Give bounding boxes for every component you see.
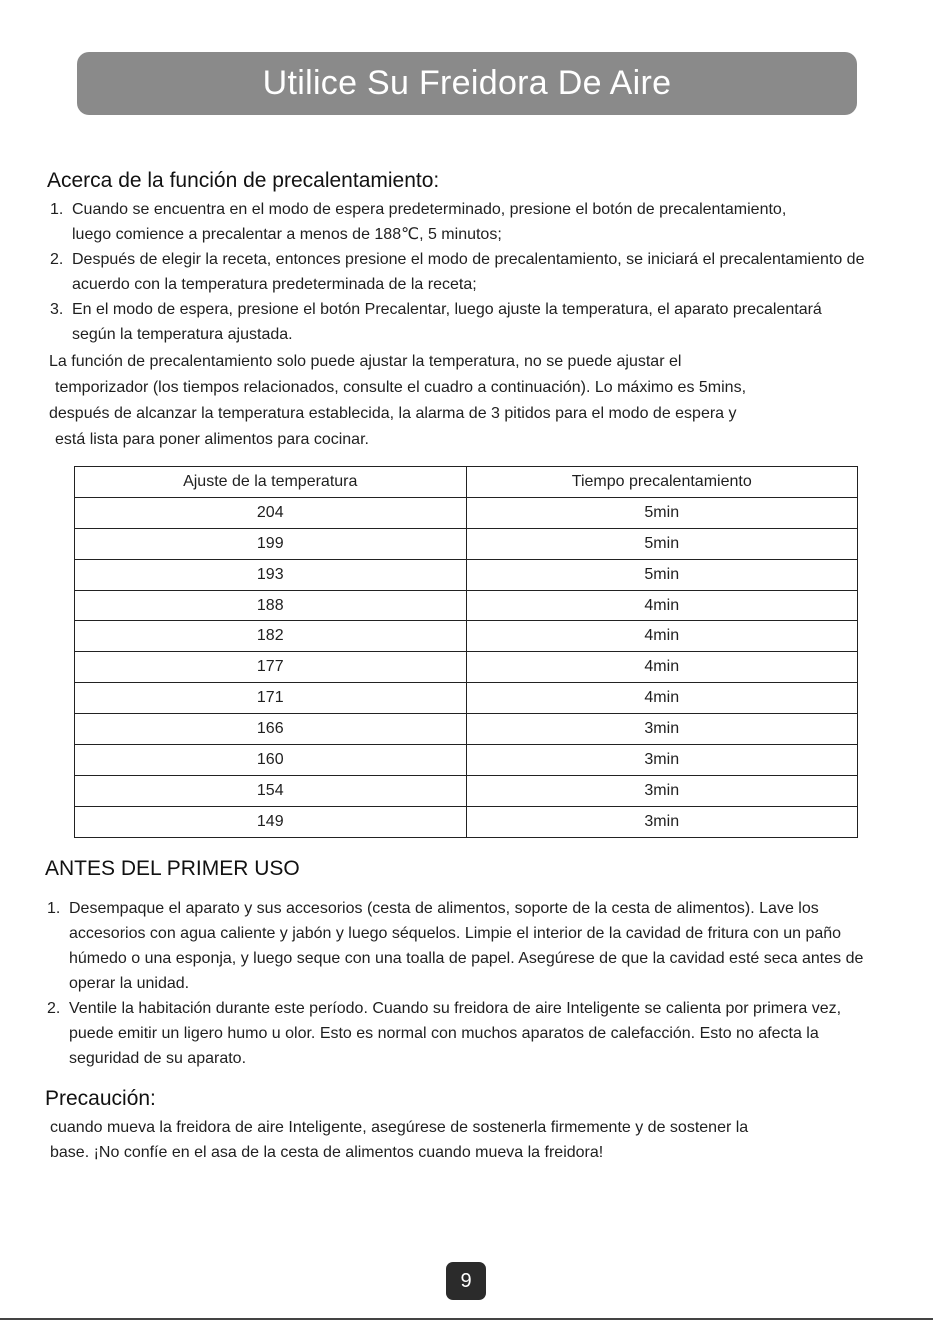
temperature-cell: 188 bbox=[75, 590, 467, 621]
title-banner bbox=[77, 52, 857, 115]
table-row bbox=[75, 775, 858, 806]
temperature-cell: 182 bbox=[75, 621, 467, 652]
table-row bbox=[75, 714, 858, 745]
preheat-time-table bbox=[74, 466, 858, 838]
table-row bbox=[75, 497, 858, 528]
temperature-cell: 193 bbox=[75, 559, 467, 590]
preheat-heading: Acerca de la función de precalentamiento: bbox=[47, 169, 440, 192]
temperature-cell: 204 bbox=[75, 497, 467, 528]
time-cell: 3min bbox=[466, 775, 858, 806]
list-text: En el modo de espera, presione el botón Precalentar, luego ajuste la temperatura, el aparato precalentará según la temperatura ajustada. bbox=[72, 301, 822, 343]
temperature-cell: 199 bbox=[75, 528, 467, 559]
time-cell: 4min bbox=[466, 621, 858, 652]
table-row bbox=[75, 652, 858, 683]
time-cell: 3min bbox=[466, 806, 858, 837]
time-cell: 5min bbox=[466, 559, 858, 590]
preheat-note-line: está lista para poner alimentos para cocinar. bbox=[55, 431, 369, 448]
list-item bbox=[47, 896, 897, 996]
list-text: Cuando se encuentra en el modo de espera predeterminado, presione el botón de precalentamiento, luego comience a precalentar a menos de 188℃, 5 minutos; bbox=[72, 201, 787, 243]
page-number: 9 bbox=[446, 1262, 486, 1300]
bottom-divider bbox=[0, 1318, 933, 1320]
list-number: 3. bbox=[50, 301, 64, 318]
list-text: Después de elegir la receta, entonces presione el modo de precalentamiento, se iniciará el precalentamiento de acuerdo con la temperatura predeterminada de la receta; bbox=[72, 251, 865, 293]
table-row bbox=[75, 559, 858, 590]
preheat-note-line: temporizador (los tiempos relacionados, consulte el cuadro a continuación). Lo máximo es 5mins, bbox=[55, 379, 747, 396]
temperature-cell: 177 bbox=[75, 652, 467, 683]
temperature-cell: 160 bbox=[75, 745, 467, 776]
list-number: 1. bbox=[50, 201, 64, 218]
list-number: 2. bbox=[50, 251, 64, 268]
table-row bbox=[75, 590, 858, 621]
preheat-steps-list bbox=[50, 197, 900, 347]
first-use-steps-list bbox=[47, 896, 897, 1071]
time-cell: 4min bbox=[466, 652, 858, 683]
table-row bbox=[75, 745, 858, 776]
column-header-time: Tiempo precalentamiento bbox=[466, 467, 858, 498]
table-row bbox=[75, 621, 858, 652]
first-use-heading: ANTES DEL PRIMER USO bbox=[45, 857, 300, 880]
caution-text-line: base. ¡No confíe en el asa de la cesta de alimentos cuando mueva la freidora! bbox=[50, 1144, 604, 1161]
preheat-note-line: después de alcanzar la temperatura establecida, la alarma de 3 pitidos para el modo de espera y bbox=[49, 405, 737, 422]
list-number: 1. bbox=[47, 900, 61, 917]
temperature-cell: 166 bbox=[75, 714, 467, 745]
table-row bbox=[75, 528, 858, 559]
list-number: 2. bbox=[47, 1000, 61, 1017]
list-text: Desempaque el aparato y sus accesorios (cesta de alimentos, soporte de la cesta de alimentos). Lave los accesorios con agua caliente y jabón y luego séquelos. Limpie el interior de la cavidad de fritura con un paño húmedo o una esponja, y luego seque con una toalla de papel. Asegúrese de que la cavidad esté seca antes de operar la unidad. bbox=[69, 900, 864, 992]
temperature-cell: 149 bbox=[75, 806, 467, 837]
list-text: Ventile la habitación durante este período. Cuando su freidora de aire Inteligente se calienta por primera vez, puede emitir un ligero humo u olor. Esto es normal con muchos aparatos de calefacción. Esto no afecta la seguridad de su aparato. bbox=[69, 1000, 842, 1067]
temperature-cell: 154 bbox=[75, 775, 467, 806]
time-cell: 5min bbox=[466, 497, 858, 528]
table-row bbox=[75, 806, 858, 837]
time-cell: 3min bbox=[466, 714, 858, 745]
preheat-note-line: La función de precalentamiento solo puede ajustar la temperatura, no se puede ajustar el bbox=[49, 353, 682, 370]
page-title: Utilice Su Freidora De Aire bbox=[262, 64, 672, 102]
list-item bbox=[50, 197, 900, 247]
time-cell: 4min bbox=[466, 683, 858, 714]
time-cell: 3min bbox=[466, 745, 858, 776]
table-header-row bbox=[75, 467, 858, 498]
time-cell: 5min bbox=[466, 528, 858, 559]
time-cell: 4min bbox=[466, 590, 858, 621]
table-row bbox=[75, 683, 858, 714]
column-header-temperature: Ajuste de la temperatura bbox=[75, 467, 467, 498]
list-item bbox=[47, 996, 897, 1071]
list-item bbox=[50, 297, 900, 347]
caution-text-line: cuando mueva la freidora de aire Inteligente, asegúrese de sostenerla firmemente y de sostener la bbox=[50, 1119, 749, 1136]
caution-heading: Precaución: bbox=[45, 1087, 156, 1110]
temperature-cell: 171 bbox=[75, 683, 467, 714]
list-item bbox=[50, 247, 900, 297]
